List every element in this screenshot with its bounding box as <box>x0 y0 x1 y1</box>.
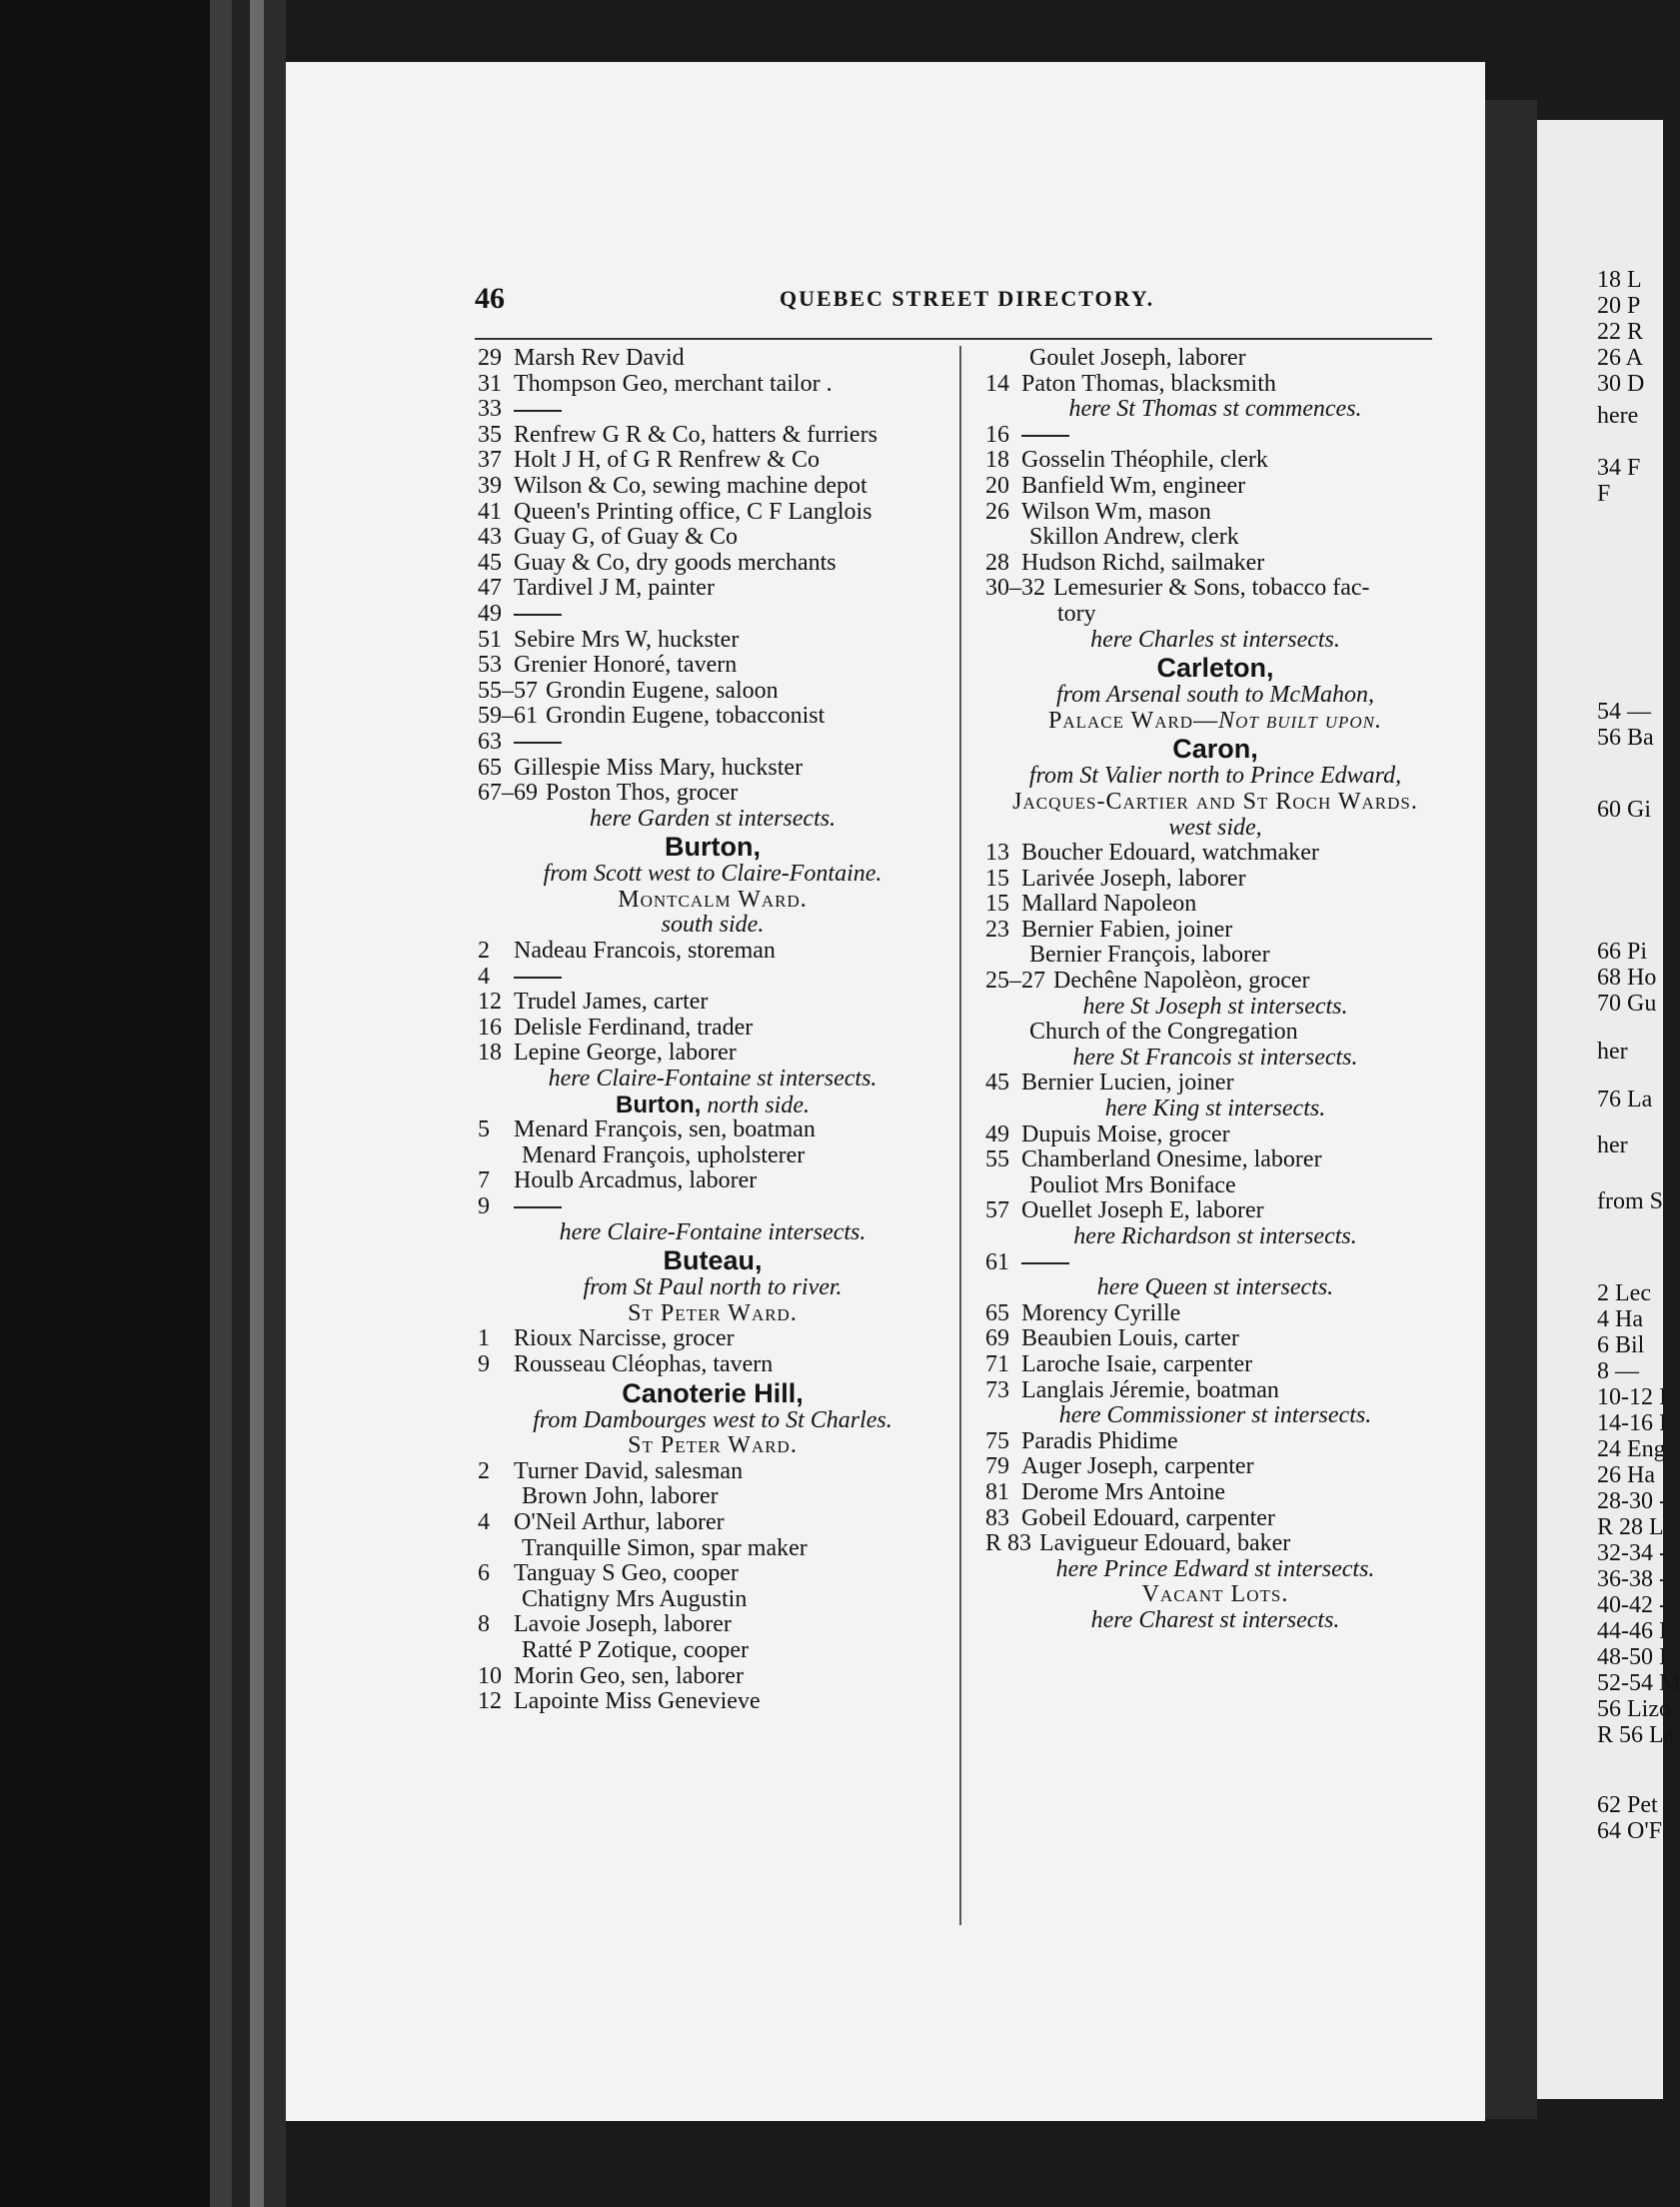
intersection-note: here St Francois st intersects. <box>1072 1044 1358 1071</box>
occupant-text: Dechêne Napolèon, grocer <box>1053 968 1310 995</box>
next-page-entry: her <box>1597 1039 1628 1065</box>
ward-name: St Peter Ward. <box>628 1432 798 1459</box>
house-number: 59–61 <box>478 703 538 730</box>
next-page-entry: her <box>1597 1132 1628 1158</box>
next-page-entry: from S <box>1597 1188 1663 1214</box>
directory-entry <box>478 1689 947 1715</box>
directory-entry <box>478 1561 947 1587</box>
directory-entry <box>985 867 1445 893</box>
occupant-text: Derome Mrs Antoine <box>1021 1478 1225 1505</box>
book-edge <box>232 0 250 2207</box>
ward-name: Montcalm Ward. <box>618 886 808 913</box>
header-rule <box>475 338 1432 340</box>
intersection-note: here Queen st intersects. <box>1096 1274 1334 1301</box>
next-page-entry: 56 Ba <box>1597 725 1654 751</box>
directory-entry: Chatigny Mrs Augustin <box>522 1585 748 1612</box>
occupant-text: Turner David, salesman <box>514 1457 744 1484</box>
vacant-dash <box>514 977 562 979</box>
occupant-text: Houlb Arcadmus, laborer <box>514 1167 758 1194</box>
intersection-note: here King st intersects. <box>1104 1096 1326 1122</box>
next-page-entry: R 56 La <box>1597 1722 1675 1748</box>
intersection-note: west side, <box>1168 814 1262 841</box>
occupant-text: Lavigueur Edouard, baker <box>1039 1530 1291 1557</box>
directory-entry <box>478 474 947 500</box>
street-heading: Carleton, <box>1156 653 1274 684</box>
next-page-entry: 68 Ho <box>1597 965 1657 991</box>
intersection-note: from St Paul north to river. <box>583 1274 842 1301</box>
next-page-entry: 26 A <box>1597 345 1644 371</box>
house-number: 65 <box>478 754 502 781</box>
house-number: 30–32 <box>985 575 1045 602</box>
occupant-text: Auger Joseph, carpenter <box>1021 1453 1254 1480</box>
street-heading: Buteau, <box>663 1245 763 1276</box>
house-number: 43 <box>478 524 502 551</box>
occupant-text: Lavoie Joseph, laborer <box>514 1611 732 1638</box>
next-page-entry: here <box>1597 403 1639 429</box>
street-heading: Caron, <box>1172 734 1258 765</box>
occupant-text: O'Neil Arthur, laborer <box>514 1508 725 1535</box>
occupant-text: Guay & Co, dry goods merchants <box>514 549 837 576</box>
vacant-dash <box>1021 1262 1069 1264</box>
house-number: 61 <box>985 1248 1009 1275</box>
next-page-entry: 48-50 I <box>1597 1644 1667 1670</box>
directory-entry: Bernier François, laborer <box>1029 942 1270 969</box>
directory-entry <box>478 704 947 730</box>
intersection-note: here Richardson st intersects. <box>1073 1223 1357 1249</box>
occupant-text: Guay G, of Guay & Co <box>514 524 738 551</box>
directory-entry <box>985 969 1445 995</box>
street-heading: Burton, <box>665 832 761 863</box>
intersection-note: here Charles st intersects. <box>1090 626 1340 653</box>
next-page-entry: 24 Eng <box>1597 1436 1666 1462</box>
intersection-note: here Claire-Fontaine st intersects. <box>548 1066 877 1093</box>
house-number: 18 <box>478 1040 502 1067</box>
house-number: 75 <box>985 1427 1009 1454</box>
next-page-fragment <box>1537 120 1680 2099</box>
vacant-entry <box>478 730 947 756</box>
occupant-text: Thompson Geo, merchant tailor . <box>514 370 833 397</box>
house-number: 7 <box>478 1167 490 1194</box>
occupant-text: Gobeil Edouard, carpenter <box>1021 1504 1275 1531</box>
occupant-text: Bernier Lucien, joiner <box>1021 1070 1234 1097</box>
vacant-dash <box>514 742 562 744</box>
ward-label <box>478 1433 947 1459</box>
house-number: 15 <box>985 865 1009 892</box>
directory-entry <box>985 1326 1445 1352</box>
directory-entry <box>985 1480 1445 1506</box>
directory-entry <box>478 756 947 782</box>
ward-name: Jacques-Cartier and St Roch Wards. <box>1012 788 1418 815</box>
house-number: 49 <box>985 1120 1009 1147</box>
next-page-entry: 26 Ha <box>1597 1462 1655 1488</box>
vacant-entry <box>985 423 1445 449</box>
occupant-text: Sebire Mrs W, huckster <box>514 626 740 653</box>
directory-entry <box>478 679 947 705</box>
next-page-entry: 44-46 I <box>1597 1618 1667 1644</box>
house-number: 39 <box>478 472 502 499</box>
intersection-note: from St Valier north to Prince Edward, <box>1028 763 1402 790</box>
occupant-text: Chamberland Onesime, laborer <box>1021 1146 1322 1173</box>
directory-entry <box>478 525 947 551</box>
next-page-entry: 28-30 - <box>1597 1488 1667 1514</box>
next-page-entry: 54 — <box>1597 699 1651 725</box>
vacant-dash <box>514 410 562 412</box>
vacant-entry <box>478 397 947 423</box>
occupant-text: Queen's Printing office, C F Langlois <box>514 498 872 525</box>
occupant-text: Bernier Fabien, joiner <box>1021 916 1233 943</box>
occupant-text: Morin Geo, sen, laborer <box>514 1662 744 1689</box>
directory-entry <box>985 1198 1445 1224</box>
next-page-entry: 76 La <box>1597 1087 1653 1112</box>
next-page-entry: 52-54 M <box>1597 1670 1680 1696</box>
occupant-text: Ouellet Joseph E, laborer <box>1021 1197 1264 1224</box>
occupant-text: Larivée Joseph, laborer <box>1021 865 1246 892</box>
book-edge <box>264 0 286 2207</box>
directory-entry <box>985 1454 1445 1480</box>
directory-entry <box>985 1531 1445 1557</box>
occupant-text: Dupuis Moise, grocer <box>1021 1120 1230 1147</box>
directory-entry <box>478 990 947 1016</box>
vacant-dash <box>514 614 562 616</box>
next-page-entry: R 28 L <box>1597 1514 1664 1540</box>
intersection-note: here Commissioner st intersects. <box>1058 1402 1372 1429</box>
next-page-entry: 18 L <box>1597 267 1642 293</box>
directory-entry <box>985 892 1445 918</box>
occupant-text: Gosselin Théophile, clerk <box>1021 447 1268 474</box>
next-page-entry: 70 Gu <box>1597 991 1657 1017</box>
house-number: 37 <box>478 447 502 474</box>
directory-entry <box>478 1664 947 1690</box>
directory-entry <box>478 1168 947 1194</box>
house-number: 2 <box>478 938 490 965</box>
directory-entry <box>985 576 1445 602</box>
directory-entry <box>985 474 1445 500</box>
directory-entry: Goulet Joseph, laborer <box>1029 345 1246 371</box>
occupant-text: Grondin Eugene, saloon <box>546 677 779 704</box>
occupant-text: Nadeau Francois, storeman <box>514 938 776 965</box>
house-number: 5 <box>478 1116 490 1143</box>
vacant-entry <box>985 1250 1445 1276</box>
intersection-note: here St Thomas st commences. <box>1068 396 1362 423</box>
occupant-text: Menard François, sen, boatman <box>514 1116 816 1143</box>
house-number: 9 <box>478 1350 490 1377</box>
next-page-entry: 36-38 - <box>1597 1566 1667 1592</box>
directory-entry: Church of the Congregation <box>1029 1019 1298 1046</box>
house-number: 71 <box>985 1350 1009 1377</box>
book-gutter <box>1485 100 1537 2119</box>
running-head: QUEBEC STREET DIRECTORY. <box>780 286 1155 311</box>
house-number: 51 <box>478 626 502 653</box>
directory-entry <box>985 1429 1445 1455</box>
directory-entry <box>478 372 947 398</box>
occupant-text: Laroche Isaie, carpenter <box>1021 1350 1253 1377</box>
directory-entry <box>985 918 1445 944</box>
street-heading: Canoterie Hill, <box>622 1377 804 1408</box>
ward-note: Not built upon. <box>1218 707 1383 734</box>
occupant-text: Gillespie Miss Mary, huckster <box>514 754 804 781</box>
house-number: 8 <box>478 1611 490 1638</box>
occupant-text: Grenier Honoré, tavern <box>514 652 738 679</box>
next-page-entry: 64 O'F <box>1597 1818 1663 1844</box>
next-page-entry: 20 P <box>1597 293 1641 319</box>
vacant-entry <box>478 965 947 991</box>
next-page-entry: 4 Ha <box>1597 1306 1643 1332</box>
book-edge <box>0 0 210 2207</box>
next-page-entry: 34 F <box>1597 455 1641 481</box>
directory-entry <box>985 551 1445 577</box>
book-edge <box>250 0 264 2207</box>
house-number: 79 <box>985 1453 1009 1480</box>
occupant-text: Poston Thos, grocer <box>546 780 739 807</box>
occupant-text: Lapointe Miss Genevieve <box>514 1688 761 1715</box>
next-page-entry: 60 Gi <box>1597 797 1651 823</box>
occupant-text: Morency Cyrille <box>1021 1299 1181 1326</box>
left-column <box>478 346 947 1715</box>
directory-entry <box>478 576 947 602</box>
ward-name: Palace Ward— <box>1047 707 1219 734</box>
ward-label <box>985 1582 1445 1608</box>
occupant-text: Banfield Wm, engineer <box>1021 472 1246 499</box>
next-page-entry: 14-16 I <box>1597 1410 1667 1436</box>
ward-label <box>478 1301 947 1327</box>
house-number: 28 <box>985 549 1009 576</box>
page-header <box>475 282 1446 322</box>
vacant-entry <box>478 1194 947 1220</box>
directory-entry: Pouliot Mrs Boniface <box>1029 1171 1236 1198</box>
house-number: 25–27 <box>985 968 1045 995</box>
directory-entry <box>478 653 947 679</box>
house-number: R 83 <box>985 1530 1032 1557</box>
occupant-text: Marsh Rev David <box>514 345 685 371</box>
house-number: 67–69 <box>478 780 538 807</box>
ward-label <box>985 709 1445 735</box>
occupant-text: Tanguay S Geo, cooper <box>514 1560 739 1587</box>
occupant-text: Hudson Richd, sailmaker <box>1021 549 1265 576</box>
occupant-text: Wilson Wm, mason <box>1021 498 1211 525</box>
directory-entry <box>985 448 1445 474</box>
next-page-entry: 8 — <box>1597 1358 1639 1384</box>
occupant-text: Paradis Phidime <box>1021 1427 1178 1454</box>
house-number: 18 <box>985 447 1009 474</box>
intersection-note: here St Joseph st intersects. <box>1082 993 1348 1020</box>
vacant-entry <box>478 602 947 628</box>
directory-entry: Ratté P Zotique, cooper <box>522 1636 750 1663</box>
directory-entry <box>985 1378 1445 1404</box>
directory-entry <box>985 841 1445 867</box>
vacant-dash <box>514 1206 562 1208</box>
directory-entry <box>985 1506 1445 1532</box>
directory-entry <box>478 1326 947 1352</box>
house-number: 4 <box>478 1508 490 1535</box>
vacant-dash <box>1021 435 1069 437</box>
book-edge <box>210 0 232 2207</box>
house-number: 35 <box>478 421 502 448</box>
house-number: 55 <box>985 1146 1009 1173</box>
directory-entry <box>478 628 947 654</box>
house-number: 29 <box>478 345 502 371</box>
street-name: Burton, <box>616 1091 702 1118</box>
intersection-note: here Garden st intersects. <box>589 805 837 832</box>
house-number: 69 <box>985 1325 1009 1352</box>
directory-entry: Tranquille Simon, spar maker <box>522 1534 808 1561</box>
house-number: 1 <box>478 1325 490 1352</box>
directory-entry <box>478 1117 947 1143</box>
next-page-entry: 2 Lec <box>1597 1280 1651 1306</box>
house-number: 13 <box>985 840 1009 867</box>
house-number: 14 <box>985 370 1009 397</box>
street-subheading <box>478 1093 947 1118</box>
ward-name: St Peter Ward. <box>628 1299 798 1326</box>
occupant-text: Grondin Eugene, tobacconist <box>546 703 826 730</box>
house-number: 20 <box>985 472 1009 499</box>
next-page-entry: 22 R <box>1597 319 1644 345</box>
directory-entry <box>478 1459 947 1485</box>
house-number: 45 <box>985 1070 1009 1097</box>
house-number: 2 <box>478 1457 490 1484</box>
directory-entry <box>478 423 947 449</box>
occupant-text: Wilson & Co, sewing machine depot <box>514 472 867 499</box>
directory-entry <box>478 1041 947 1067</box>
next-page-entry: 66 Pi <box>1597 939 1648 965</box>
directory-entry <box>478 551 947 577</box>
intersection-note: here Claire-Fontaine intersects. <box>559 1218 866 1245</box>
intersection-note: from Dambourges west to St Charles. <box>533 1406 892 1433</box>
directory-entry <box>478 1612 947 1638</box>
directory-entry <box>985 500 1445 526</box>
next-page-entry: 30 D <box>1597 371 1645 397</box>
house-number: 16 <box>478 1014 502 1041</box>
occupant-text: Lemesurier & Sons, tobacco fac- <box>1053 575 1370 602</box>
directory-entry <box>478 1510 947 1536</box>
directory-entry <box>478 1352 947 1378</box>
house-number: 41 <box>478 498 502 525</box>
house-number: 53 <box>478 652 502 679</box>
occupant-text: Rioux Narcisse, grocer <box>514 1325 735 1352</box>
occupant-text: Boucher Edouard, watchmaker <box>1021 840 1319 867</box>
house-number: 31 <box>478 370 502 397</box>
house-number: 6 <box>478 1560 490 1587</box>
directory-entry: Skillon Andrew, clerk <box>1029 524 1239 551</box>
occupant-text: Trudel James, carter <box>514 989 709 1016</box>
house-number: 26 <box>985 498 1009 525</box>
directory-entry: Menard François, upholsterer <box>522 1141 806 1168</box>
house-number: 55–57 <box>478 677 538 704</box>
house-number: 81 <box>985 1478 1009 1505</box>
directory-entry <box>478 448 947 474</box>
house-number: 16 <box>985 421 1009 448</box>
directory-entry <box>985 372 1445 398</box>
next-page-entry: 10-12 I <box>1597 1384 1667 1410</box>
ward-label <box>985 790 1445 816</box>
house-number: 10 <box>478 1662 502 1689</box>
house-number: 73 <box>985 1376 1009 1403</box>
house-number: 57 <box>985 1197 1009 1224</box>
house-number: 23 <box>985 916 1009 943</box>
house-number: 15 <box>985 891 1009 918</box>
next-page-entry: F <box>1597 481 1611 507</box>
house-number: 4 <box>478 963 490 990</box>
house-number: 49 <box>478 600 502 627</box>
side-label: north side. <box>701 1092 810 1118</box>
intersection-note: here Charest st intersects. <box>1090 1606 1340 1633</box>
house-number: 63 <box>478 728 502 755</box>
next-page-entry: 62 Pet <box>1597 1792 1658 1818</box>
right-column <box>985 346 1445 1634</box>
occupant-text: Paton Thomas, blacksmith <box>1021 370 1276 397</box>
next-page-entry: 40-42 - <box>1597 1592 1667 1618</box>
directory-entry <box>478 781 947 807</box>
directory-entry <box>985 1122 1445 1148</box>
directory-entry-continued: tory <box>1057 600 1096 627</box>
column-rule <box>959 346 961 1925</box>
directory-entry <box>985 1147 1445 1173</box>
house-number: 9 <box>478 1193 490 1219</box>
directory-entry <box>478 346 947 372</box>
occupant-text: Langlais Jéremie, boatman <box>1021 1376 1279 1403</box>
house-number: 12 <box>478 1688 502 1715</box>
directory-entry <box>985 1352 1445 1378</box>
house-number: 65 <box>985 1299 1009 1326</box>
ward-name: Vacant Lots. <box>1141 1581 1289 1608</box>
occupant-text: Rousseau Cléophas, tavern <box>514 1350 774 1377</box>
directory-entry <box>478 939 947 965</box>
directory-entry <box>478 500 947 526</box>
house-number: 47 <box>478 575 502 602</box>
directory-entry: Brown John, laborer <box>522 1483 719 1510</box>
next-page-entry: 32-34 - <box>1597 1540 1667 1566</box>
occupant-text: Beaubien Louis, carter <box>1021 1325 1239 1352</box>
house-number: 12 <box>478 989 502 1016</box>
occupant-text: Lepine George, laborer <box>514 1040 737 1067</box>
next-page-entry: 6 Bil <box>1597 1332 1645 1358</box>
occupant-text: Holt J H, of G R Renfrew & Co <box>514 447 820 474</box>
directory-entry <box>985 1071 1445 1097</box>
intersection-note: from Scott west to Claire-Fontaine. <box>543 861 882 888</box>
occupant-text: Mallard Napoleon <box>1021 891 1197 918</box>
ward-label <box>478 888 947 914</box>
occupant-text: Delisle Ferdinand, trader <box>514 1014 754 1041</box>
house-number: 45 <box>478 549 502 576</box>
occupant-text: Tardivel J M, painter <box>514 575 715 602</box>
occupant-text: Renfrew G R & Co, hatters & furriers <box>514 421 877 448</box>
directory-entry <box>478 1016 947 1042</box>
intersection-note: south side. <box>661 912 765 939</box>
intersection-note: from Arsenal south to McMahon, <box>1056 682 1374 709</box>
house-number: 83 <box>985 1504 1009 1531</box>
house-number: 33 <box>478 396 502 423</box>
next-page-entry: 56 Lizo <box>1597 1696 1671 1722</box>
page-number: 46 <box>475 282 505 315</box>
intersection-note: here Prince Edward st intersects. <box>1055 1555 1375 1582</box>
directory-entry <box>985 1301 1445 1327</box>
